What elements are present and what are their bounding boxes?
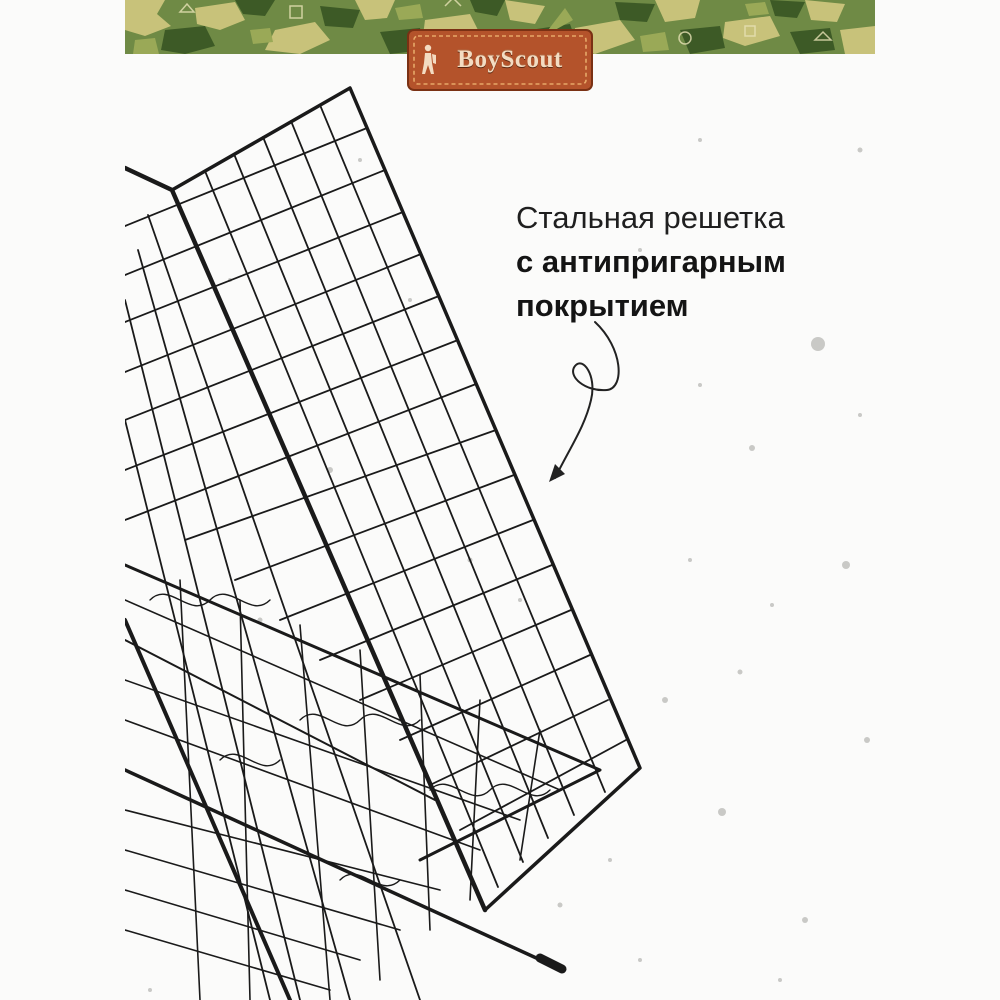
grate-foot-tip — [540, 958, 562, 969]
grate-leg-lower — [125, 620, 290, 1000]
caption-line-2: с антипригарным — [516, 244, 786, 279]
caption-line-3: покрытием — [516, 288, 689, 323]
feature-caption — [516, 196, 846, 328]
caption-line-1: Стальная решетка — [516, 200, 785, 235]
grate-foot-rod — [125, 770, 545, 962]
brand-logo-text: BoyScout — [457, 46, 563, 73]
curly-arrow-icon — [545, 318, 635, 488]
